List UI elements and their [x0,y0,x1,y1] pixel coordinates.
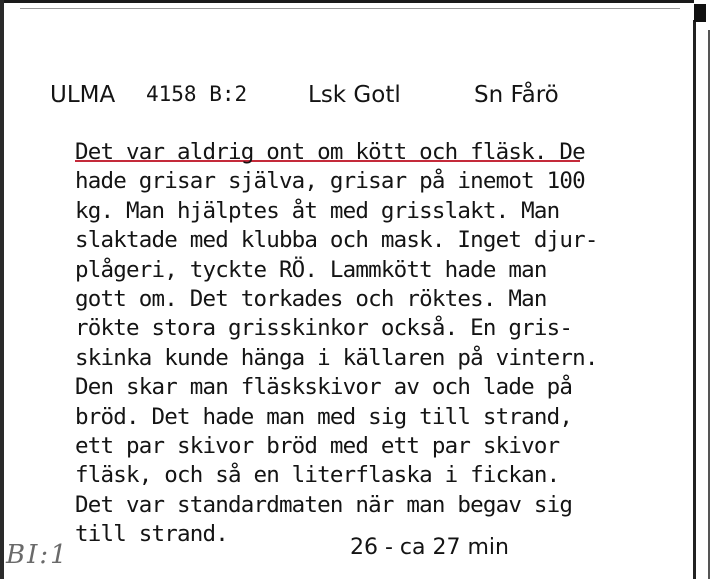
parish: Sn Fårö [474,82,559,108]
province: Lsk Gotl [308,82,401,108]
card-right-edge [693,20,696,579]
card-right-shadow [708,30,710,579]
transcript-text [75,138,675,549]
text-line: plågeri, tyckte RÖ. Lammkött hade man [75,256,547,283]
archive-code: ULMA [50,82,116,108]
text-line: Den skar man fläskskivor av och lade på [75,374,573,401]
text-line: skinka kunde hänga i källaren på vintern. [75,344,598,371]
card-left-edge [0,0,4,579]
time-reference: 26 - ca 27 min [350,535,509,560]
card-header [50,82,676,114]
card-top-edge [0,0,694,3]
text-line: ett par skivor bröd med ett par skivor [75,432,560,459]
text-line: till strand. [75,521,228,548]
text-line: rökte stora grisskinkor också. En gris- [75,315,573,342]
text-line: kg. Man hjälptes åt med grisslakt. Man [75,197,560,224]
text-line: bröd. Det hade man med sig till strand, [75,403,573,430]
text-line: hade grisar själva, grisar på inemot 100 [75,168,585,195]
corner-clip [694,4,706,22]
record-number: 4158 B:2 [146,82,248,106]
text-line: slaktade med klubba och mask. Inget djur- [75,227,598,254]
text-line: gott om. Det torkades och röktes. Man [75,285,547,312]
handwritten-note: BI:1 [6,540,69,570]
card-top-rule [20,8,680,9]
text-line: Det var aldrig ont om kött och fläsk. De [75,139,585,165]
text-line: Det var standardmaten när man begav sig [75,491,573,518]
text-line: fläsk, och så en literflaska i fickan. [75,462,560,489]
